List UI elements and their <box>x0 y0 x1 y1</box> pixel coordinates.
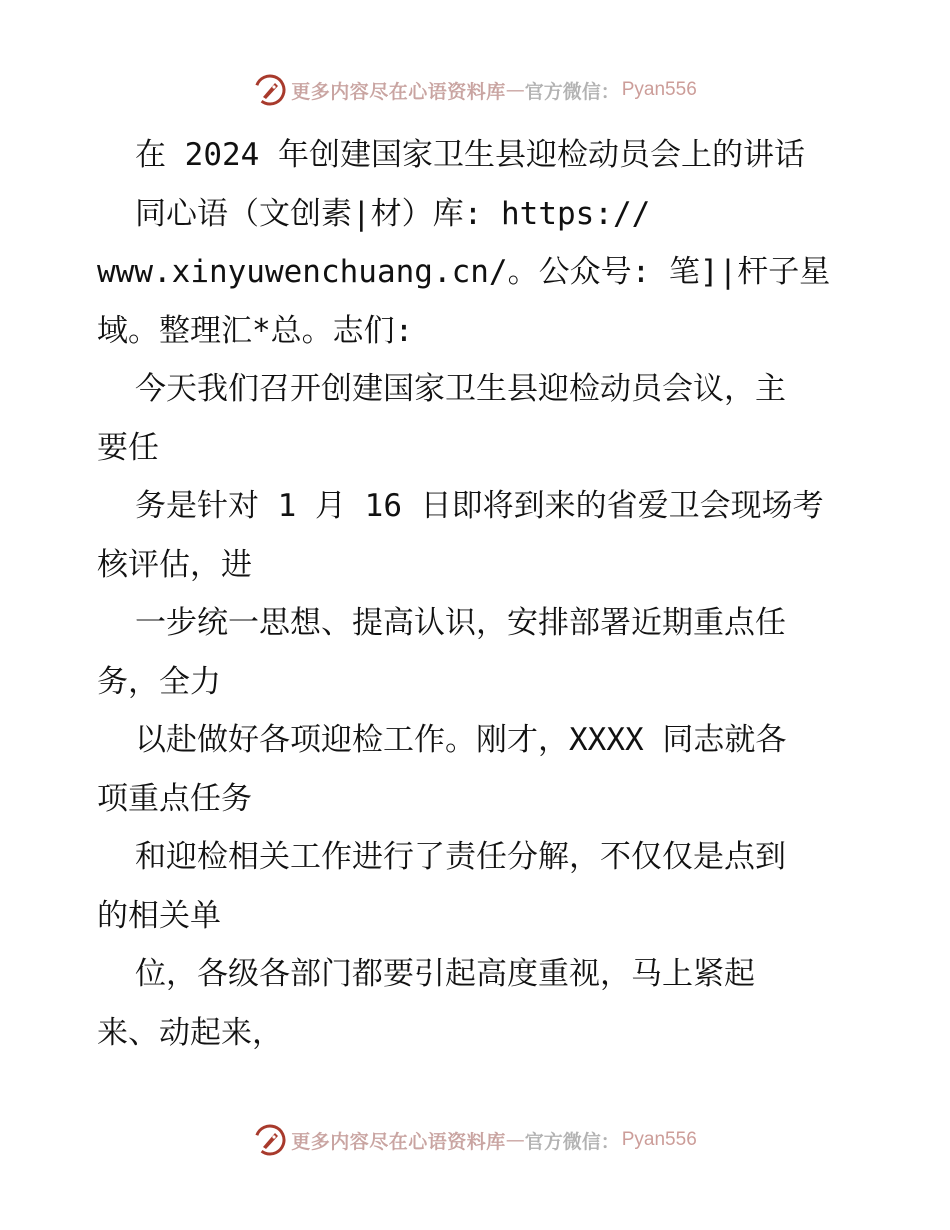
watermark-text: 更多内容尽在心语资料库 <box>291 1130 506 1153</box>
watermark-wechat-id: Pyan556 <box>621 1129 697 1150</box>
document-title: 在 2024 年创建国家卫生县迎检动员会上的讲话 <box>135 137 805 173</box>
document-line: 和迎检相关工作进行了责任分解，不仅仅是点到 <box>135 839 786 875</box>
watermark-text: 更多内容尽在心语资料库 <box>291 80 506 103</box>
document-line: 位，各级各部门都要引起高度重视，马上紧起 <box>135 956 755 992</box>
document-line: 今天我们召开创建国家卫生县迎检动员会议，主 <box>135 371 786 407</box>
document-line: 的相关单 <box>97 897 221 934</box>
header-watermark-banner <box>0 70 950 110</box>
document-line: www.xinyuwenchuang.cn/。公众号: 笔]|杆子星 <box>97 254 831 290</box>
document-line: 一步统一思想、提高认识，安排部署近期重点任 <box>135 605 786 641</box>
document-body <box>97 126 857 1062</box>
watermark-wechat-id: Pyan556 <box>621 79 697 100</box>
document-line: 核评估，进 <box>97 546 252 583</box>
document-line: 要任 <box>97 429 159 466</box>
document-line: 务，全力 <box>97 663 221 700</box>
watermark-wechat-label: 官方微信： <box>524 1130 620 1153</box>
document-line: 以赴做好各项迎检工作。刚才，XXXX 同志就各 <box>135 722 787 758</box>
document-line: 域。整理汇*总。志们: <box>97 312 414 349</box>
document-line: 来、动起来， <box>97 1014 283 1051</box>
footer-watermark-banner <box>0 1120 950 1160</box>
watermark-wechat-label: 官方微信： <box>524 80 620 103</box>
watermark-separator: — <box>505 1129 525 1151</box>
document-line: 同心语（文创素|材）库: https:// <box>135 195 651 232</box>
document-line: 项重点任务 <box>97 780 252 817</box>
watermark-separator: — <box>505 79 525 101</box>
pen-nib-logo-icon <box>253 73 287 107</box>
pen-nib-logo-icon <box>253 1123 287 1157</box>
document-line: 务是针对 1 月 16 日即将到来的省爱卫会现场考 <box>135 488 824 524</box>
